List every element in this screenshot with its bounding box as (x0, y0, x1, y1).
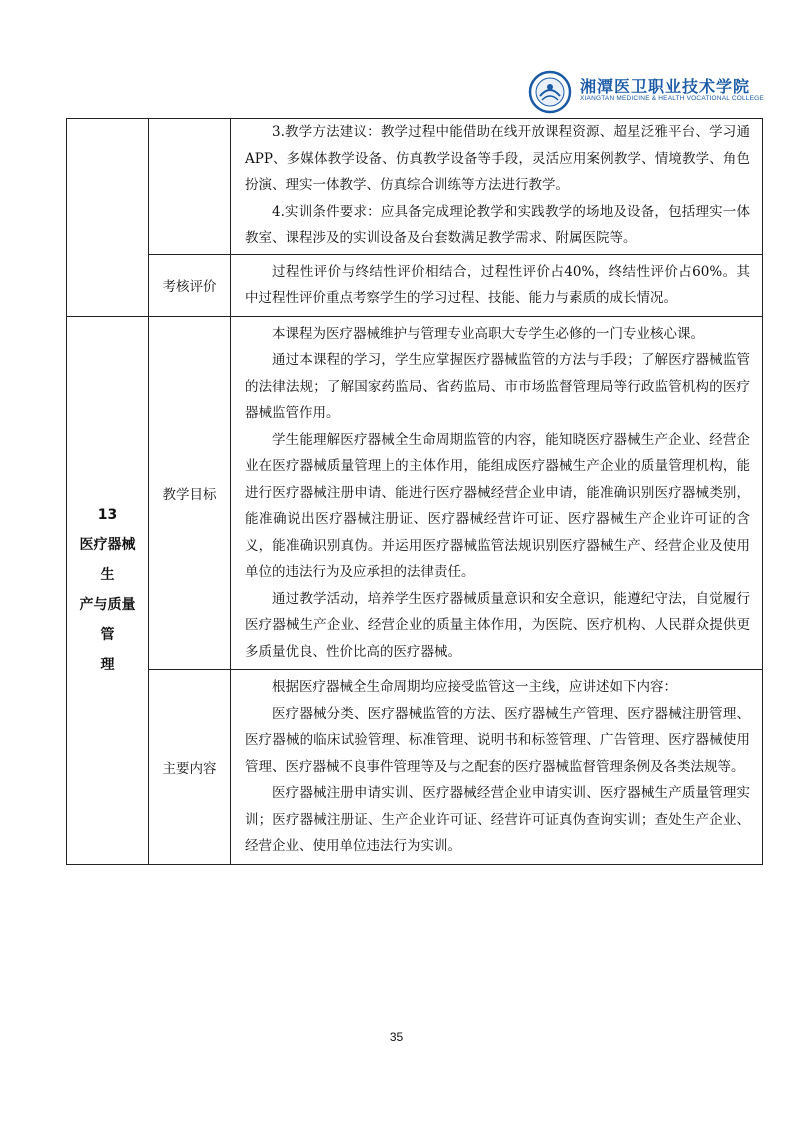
table-row (67, 670, 763, 865)
prev-methods-cell (231, 119, 763, 255)
prev-course-cell (67, 119, 149, 317)
content-cell (231, 670, 763, 865)
methods-paragraph: 3.教学方法建议：教学过程中能借助在线开放课程资源、超星泛雅平台、学习通APP、多媒体教学设备、仿真教学设备等手段，灵活应用案例教学、情境教学、角色扮演、理实一体教学、仿真综合训练等方法进行教学。 (245, 124, 750, 193)
objectives-label: 教学目标 (149, 316, 231, 670)
course-name-line: 产与质量管 (79, 597, 136, 643)
training-conditions-paragraph: 4.实训条件要求：应具备完成理论教学和实践教学的场地及设备，包括理实一体教室、课程涉及的实训设备及台套数满足教学需求、附属医院等。 (245, 203, 750, 246)
table-row (67, 316, 763, 670)
content-paragraph: 医疗器械注册申请实训、医疗器械经营企业申请实训、医疗器械生产质量管理实训；医疗器械注册证、生产企业许可证、经营许可证真伪查询实训；查处生产企业、经营企业、使用单位违法行为实训。 (245, 785, 750, 854)
course-name-cell (67, 316, 149, 864)
course-number: 13 (97, 507, 118, 523)
school-name-en: XIANGTAN MEDICINE & HEALTH VOCATIONAL COLLEGE (580, 95, 764, 102)
prev-methods-label-cell (149, 119, 231, 255)
school-name: 湘潭医卫职业技术学院 (580, 77, 751, 96)
assessment-text: 过程性评价与终结性评价相结合，过程性评价占40%，终结性评价占60%。其中过程性评价重点考察学生的学习过程、技能、能力与素质的成长情况。 (245, 263, 750, 306)
objectives-paragraph: 本课程为医疗器械维护与管理专业高职大专学生必修的一门专业核心课。 (272, 325, 704, 342)
objectives-paragraph: 通过本课程的学习，学生应掌握医疗器械监管的方法与手段；了解医疗器械监管的法律法规；了解国家药监局、省药监局、市市场监督管理局等行政监管机构的医疗器械监管作用。 (245, 352, 750, 421)
objectives-paragraph: 通过教学活动，培养学生医疗器械质量意识和安全意识，能遵纪守法，自觉履行医疗器械生产企业、经营企业的质量主体作用，为医院、医疗机构、人民群众提供更多质量优良、性价比高的医疗器械。 (245, 590, 750, 660)
school-seal-icon (528, 70, 572, 114)
table-row (67, 254, 763, 316)
course-name-line: 理 (100, 657, 115, 673)
assessment-cell (231, 254, 763, 316)
content-label: 主要内容 (149, 670, 231, 865)
page-number: 35 (389, 1030, 404, 1044)
page-header (528, 70, 764, 114)
assessment-label: 考核评价 (149, 254, 231, 316)
curriculum-table (66, 118, 763, 865)
table-row (67, 119, 763, 255)
content-paragraph: 根据医疗器械全生命周期均应接受监管这一主线，应讲述如下内容： (272, 679, 677, 695)
content-paragraph: 医疗器械分类、医疗器械监管的方法、医疗器械生产管理、医疗器械注册管理、医疗器械的临床试验管理、标准管理、说明书和标签管理、广告管理、医疗器械使用管理、医疗器械不良事件管理等及与之配套的医疗器械监督管理条例及各类法规等。 (245, 705, 750, 775)
objectives-paragraph: 学生能理解医疗器械全生命周期监管的内容，能知晓医疗器械生产企业、经营企业在医疗器械质量管理上的主体作用，能组成医疗器械生产企业的质量管理机构，能进行医疗器械注册申请、能进行医疗器械经营企业申请，能准确识别医疗器械类别，能准确说出医疗器械注册证、医疗器械经营许可证、医疗器械生产企业许可证的含义，能准确识别真伪。并运用医疗器械监管法规识别医疗器械生产、经营企业及使用单位的违法行为及应承担的法律责任。 (245, 431, 750, 580)
objectives-cell (231, 316, 763, 670)
course-name-line: 医疗器械生 (79, 537, 136, 583)
